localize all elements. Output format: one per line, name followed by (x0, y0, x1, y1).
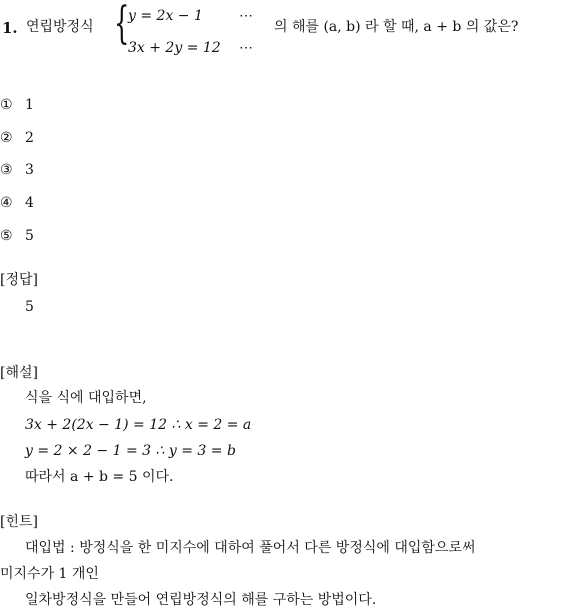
option-marker: ③ (0, 162, 13, 178)
option-item[interactable] (0, 131, 34, 145)
equation-2: 3x + 2y = 12 (128, 40, 221, 56)
option-marker: ⑤ (0, 228, 13, 244)
option-value: 1 (25, 97, 34, 113)
answer-heading: [정답] (0, 272, 38, 288)
option-value: 3 (25, 162, 34, 178)
question-number: 1. (2, 19, 18, 37)
answer-value: 5 (25, 299, 34, 315)
question-prefix: 연립방정식 (26, 19, 94, 35)
hint-line: 대입법 : 방정식을 한 미지수에 대하여 풀어서 다른 방정식에 대입함으로써 (25, 540, 476, 556)
option-item[interactable] (0, 229, 34, 243)
option-marker: ④ (0, 195, 13, 211)
hint-heading: [힌트] (0, 514, 38, 530)
explanation-line: 3x + 2(2x − 1) = 12 ∴ x = 2 = a (25, 417, 252, 433)
hint-line: 미지수가 1 개인 (0, 566, 99, 582)
equation-1-dots: ⋯ (239, 8, 253, 24)
equation-1: y = 2x − 1 (128, 8, 203, 24)
system-brace: { (114, 0, 130, 49)
equation-2-dots: ⋯ (239, 40, 253, 56)
explanation-heading: [해설] (0, 365, 38, 381)
explanation-line: 식을 식에 대입하면, (25, 390, 147, 406)
explanation-line: 따라서 a + b = 5 이다. (25, 469, 174, 485)
option-value: 4 (25, 195, 34, 211)
hint-line: 일차방정식을 만들어 연립방정식의 해를 구하는 방법이다. (25, 592, 377, 608)
option-value: 2 (25, 130, 34, 146)
option-item[interactable] (0, 98, 34, 112)
option-item[interactable] (0, 196, 34, 210)
question-suffix: 의 해를 (a, b) 라 할 때, a + b 의 값은? (274, 19, 519, 35)
option-marker: ② (0, 130, 13, 146)
option-marker: ① (0, 97, 13, 113)
option-value: 5 (25, 228, 34, 244)
explanation-line: y = 2 × 2 − 1 = 3 ∴ y = 3 = b (25, 443, 236, 459)
option-item[interactable] (0, 163, 34, 177)
